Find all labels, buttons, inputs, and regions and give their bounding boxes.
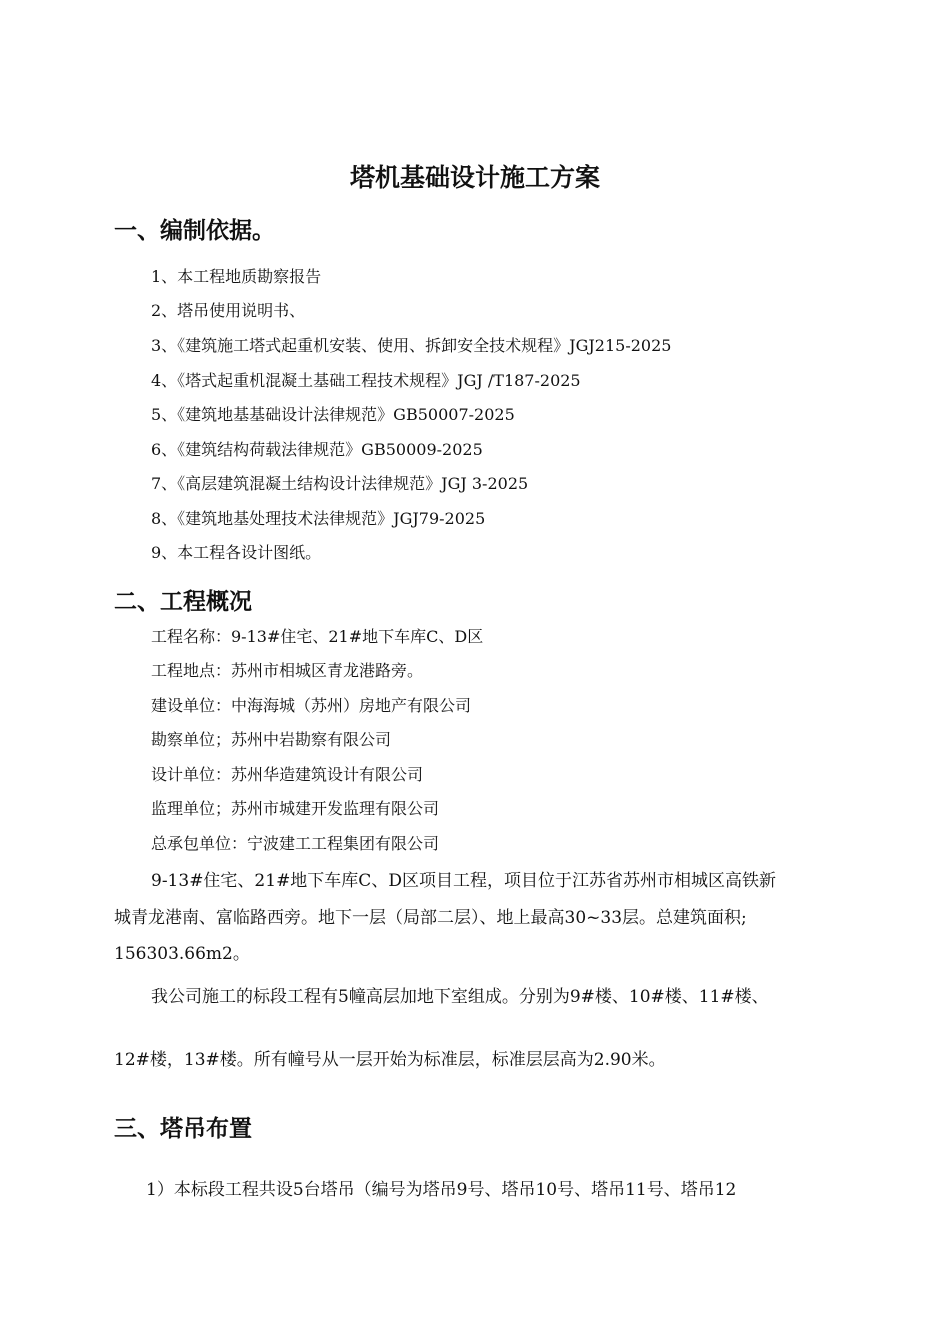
paragraph-line: 城青龙港南、富临路西旁。地下一层（局部二层）、地上最高30~33层。总建筑面积; (114, 908, 747, 928)
section-heading-basis: 一、编制依据。 (114, 218, 275, 244)
page-title: 塔机基础设计施工方案 (349, 163, 600, 192)
paragraph-line: 1）本标段工程共设5台塔吊（编号为塔吊9号、塔吊10号、塔吊11号、塔吊12 (146, 1180, 737, 1200)
list-item: 6、《建筑结构荷载法律规范》GB50009-2025 (151, 440, 483, 459)
list-item: 3、《建筑施工塔式起重机安装、使用、拆卸安全技术规程》JGJ215-2025 (151, 336, 672, 355)
list-item: 9、本工程各设计图纸。 (151, 543, 322, 562)
paragraph-line: 9-13#住宅、21#地下车库C、D区项目工程，项目位于江苏省苏州市相城区高铁新 (151, 871, 776, 891)
info-line: 建设单位：中海海城（苏州）房地产有限公司 (151, 696, 472, 715)
info-line: 工程名称：9-13#住宅、21#地下车库C、D区 (151, 627, 484, 646)
info-line: 勘察单位；苏州中岩勘察有限公司 (151, 730, 392, 749)
list-item: 8、《建筑地基处理技术法律规范》JGJ79-2025 (151, 509, 486, 528)
paragraph-line: 我公司施工的标段工程有5幢高层加地下室组成。分别为9#楼、10#楼、11#楼、 (151, 987, 769, 1007)
info-line: 总承包单位：宁波建工工程集团有限公司 (151, 834, 440, 853)
list-item: 2、塔吊使用说明书、 (151, 301, 306, 320)
list-item: 4、《塔式起重机混凝土基础工程技术规程》JGJ /T187-2025 (151, 371, 581, 390)
paragraph-line: 156303.66m2。 (114, 944, 250, 964)
list-item: 5、《建筑地基基础设计法律规范》GB50007-2025 (151, 405, 515, 424)
paragraph-line: 12#楼，13#楼。所有幢号从一层开始为标准层，标准层层高为2.90米。 (114, 1050, 666, 1070)
info-line: 工程地点：苏州市相城区青龙港路旁。 (151, 661, 424, 680)
section-heading-overview: 二、工程概况 (114, 589, 252, 615)
section-heading-tower-crane: 三、塔吊布置 (114, 1116, 252, 1142)
info-line: 设计单位：苏州华造建筑设计有限公司 (151, 765, 424, 784)
info-line: 监理单位；苏州市城建开发监理有限公司 (151, 799, 440, 818)
list-item: 7、《高层建筑混凝土结构设计法律规范》JGJ 3-2025 (151, 474, 529, 493)
list-item: 1、本工程地质勘察报告 (151, 267, 322, 286)
